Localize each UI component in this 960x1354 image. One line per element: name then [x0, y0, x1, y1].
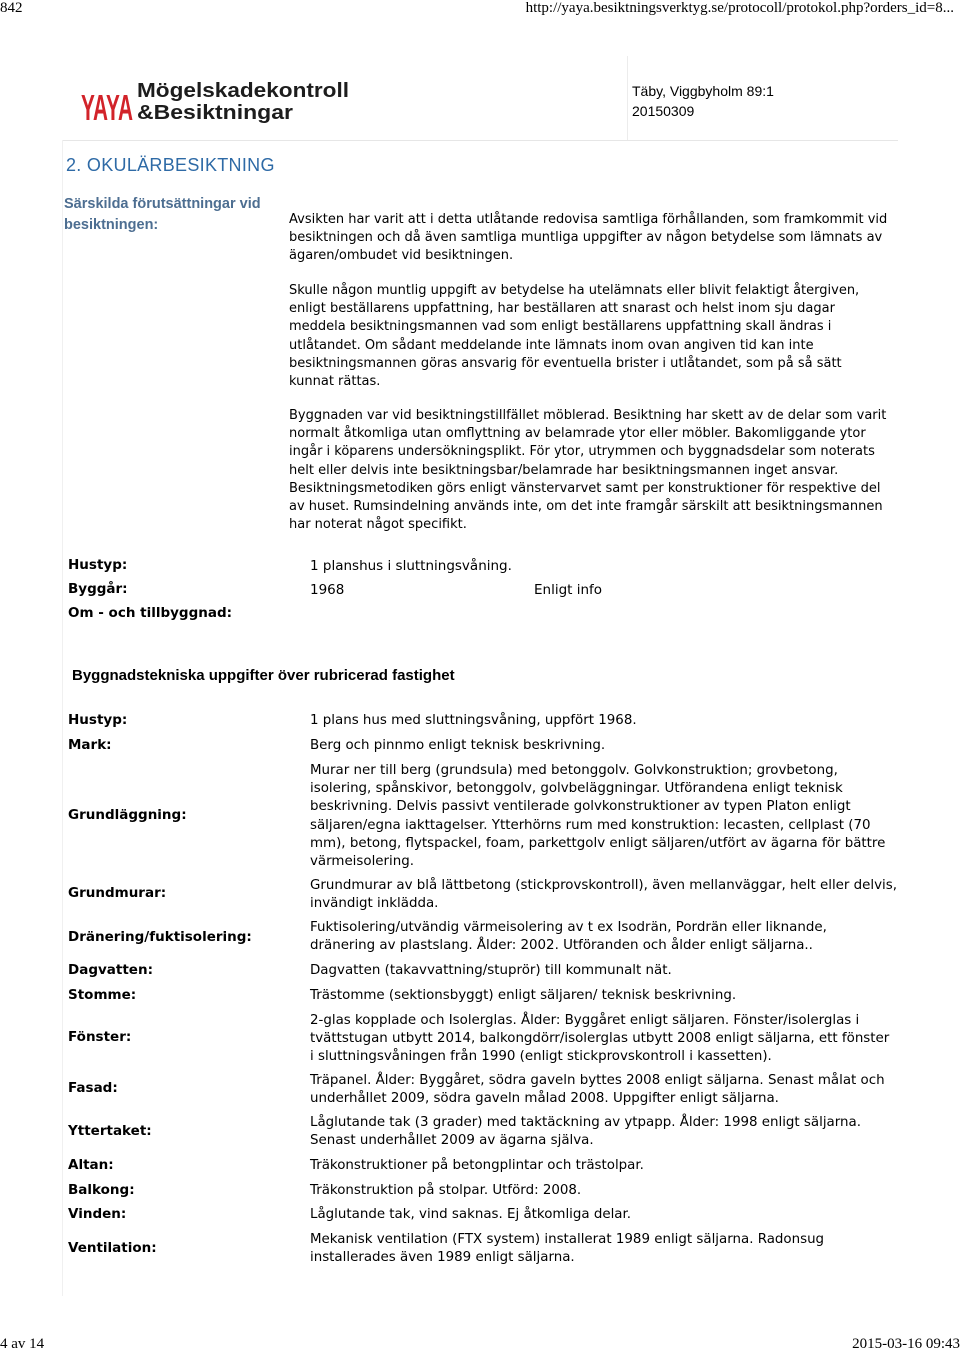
tech-label-mark: Mark:: [68, 737, 112, 753]
tech-value-grundmurar: Grundmurar av blå lättbetong (stickprovskontroll), även mellanväggar, helt eller delvis, invändigt inklädda.: [310, 878, 898, 912]
print-page-of: 4 av 14: [0, 1336, 45, 1352]
tech-label-balkong: Balkong:: [68, 1182, 135, 1198]
tech-value-altan: Träkonstruktioner på betongplintar och trästolpar.: [310, 1158, 644, 1173]
report-date: 20150309: [632, 103, 695, 119]
tech-value-vinden: Låglutande tak, vind saknas. Ej åtkomliga delar.: [310, 1207, 632, 1222]
technical-section-title: Byggnadstekniska uppgifter över rubricerad fastighet: [72, 667, 455, 684]
tech-label-grundmurar: Grundmurar:: [68, 885, 167, 901]
conditions-paragraph-1: Avsikten har varit att i detta utlåtande redovisa samtliga förhållanden, som framkommit vid besiktningen och då även samtliga muntliga uppgifter av någon betydelse som lämnats av ägaren/ombudet vid besiktningen.: [289, 212, 888, 264]
tech-label-fasad: Fasad:: [68, 1080, 118, 1096]
tech-label-stomme: Stomme:: [68, 987, 137, 1003]
tech-label-dranering: Dränering/fuktisolering:: [68, 929, 252, 945]
tech-label-vinden: Vinden:: [68, 1206, 127, 1222]
print-timestamp: 2015-03-16 09:43: [852, 1336, 960, 1352]
tech-value-dagvatten: Dagvatten (takavvattning/stuprör) till kommunalt nät.: [310, 963, 672, 978]
conditions-paragraph-2: Skulle någon muntlig uppgift av betydelse ha utelämnats eller blivit felaktigt återgiven, enligt beställarens uppfattning, har beställaren att snarast och helst inom sju dagar meddela besiktningsmannen vad som enligt beställarens uppfattning skall ändras i utlåtandet. Om sådant meddelande inte lämnats inom ovan angiven tid kan inte besiktningsmannen göras ansvarig för eventuella brister i utlåtandet, som på så sätt kunnat rättas.: [289, 283, 860, 390]
company-logo: [80, 76, 370, 124]
section-title: 2. OKULÄRBESIKTNING: [66, 155, 275, 175]
tech-value-stomme: Trästomme (sektionsbyggt) enligt säljaren/ teknisk beskrivning.: [310, 988, 737, 1003]
tech-value-hustyp: 1 plans hus med sluttningsvåning, uppfört 1968.: [310, 713, 637, 728]
summary-byggar-label: Byggår:: [68, 581, 128, 597]
summary-byggar-note: Enligt info: [534, 582, 603, 598]
tech-value-balkong: Träkonstruktion på stolpar. Utförd: 2008.: [310, 1183, 582, 1198]
conditions-label: Särskilda förutsättningar vid besiktningen:: [64, 196, 261, 233]
content-frame-edge: [62, 140, 63, 1296]
logo-line-1: Mögelskadekontroll: [137, 80, 349, 102]
summary-byggar-value: 1968: [310, 582, 345, 598]
logo-yaya: YAYA: [81, 87, 133, 124]
summary-extension-label: Om - och tillbyggnad:: [68, 605, 233, 621]
tech-value-fasad: Träpanel. Ålder: Byggåret, södra gaveln byttes 2008 enligt säljarna. Senast målat och underhållet 2009, södra gaveln målad 2008. Uppgifter enligt säljarna.: [310, 1073, 885, 1107]
header-divider: [627, 56, 628, 140]
tech-label-grundlaggning: Grundläggning:: [68, 807, 187, 823]
tech-label-altan: Altan:: [68, 1157, 114, 1173]
tech-label-hustyp: Hustyp:: [68, 712, 128, 728]
summary-hustyp-label: Hustyp:: [68, 557, 128, 573]
tech-label-dagvatten: Dagvatten:: [68, 962, 153, 978]
tech-value-fonster: 2-glas kopplade och Isolerglas. Ålder: Byggåret enligt säljaren. Fönster/isolerglas i tvättstugan utbytt 2014, balkongdörr/isolerglas utbytt 2008 enligt säljarna, ett fönster i sluttningsvåningen från 1990 (enligt stickprovskontroll i kassetten).: [310, 1013, 890, 1065]
tech-value-mark: Berg och pinnmo enligt teknisk beskrivning.: [310, 738, 606, 753]
tech-value-ventilation: Mekanisk ventilation (FTX system) installerat 1989 enligt säljarna. Radonsug installerades även 1989 enligt säljarna.: [310, 1232, 825, 1266]
property-name: Täby, Viggbyholm 89:1: [632, 83, 774, 99]
tech-label-yttertaket: Yttertaket:: [68, 1123, 152, 1139]
tech-value-yttertaket: Låglutande tak (3 grader) med taktäckning av ytpapp. Ålder: 1998 enligt säljarna. Senast underhållet 2009 av ägarna själva.: [310, 1115, 861, 1149]
summary-hustyp-value: 1 planshus i sluttningsvåning.: [310, 558, 512, 574]
property-location: [632, 81, 774, 121]
tech-value-grundlaggning: Murar ner till berg (grundsula) med betonggolv. Golvkonstruktion; grovbetong, isolering, spånskivor, betonggolv, golvbeläggningar. Utförandena enligt teknisk beskrivning. Delvis passivt ventilerade golvkonstruktioner av typen Platon enligt säljaren/egna iakttagelser. Ytterhörns rum med konstruktion: lecasten, cellplast (70 mm), betong, flytspackel, foam, parkettgolv enligt säljaren/utfört av ägarna för bättre värmeisolering.: [310, 763, 886, 870]
tech-value-dranering: Fuktisolering/utvändig värmeisolering av t ex Isodrän, Pordrän eller liknande, dränering av plastslang. Ålder: 2002. Utföranden och ålder enligt säljarna..: [310, 920, 827, 954]
logo-line-2: &Besiktningar: [137, 102, 294, 124]
print-page-number: 842: [0, 0, 23, 16]
conditions-paragraph-3: Byggnaden var vid besiktningstillfället möblerad. Besiktning har skett av de delar som varit normalt åtkomliga utan omflyttning av belamrade ytor eller möbler. Bakomliggande ytor ingår i köparens undersökningsplikt. För ytor, utrymmen och byggnadsdelar som noterats helt eller delvis inte besiktningsbar/belamrade har besiktningsmannen inget ansvar. Besiktningsmetodiken görs enligt vänstervarvet samt per konstruktioner för respektive del av huset. Rumsindelning används inte, om det inte framgår särskilt att besiktningsmannen har noterat något specifikt.: [289, 408, 887, 533]
tech-label-fonster: Fönster:: [68, 1029, 132, 1045]
print-url: http://yaya.besiktningsverktyg.se/protocoll/protokol.php?orders_id=8...: [525, 0, 954, 16]
tech-label-ventilation: Ventilation:: [68, 1240, 157, 1256]
